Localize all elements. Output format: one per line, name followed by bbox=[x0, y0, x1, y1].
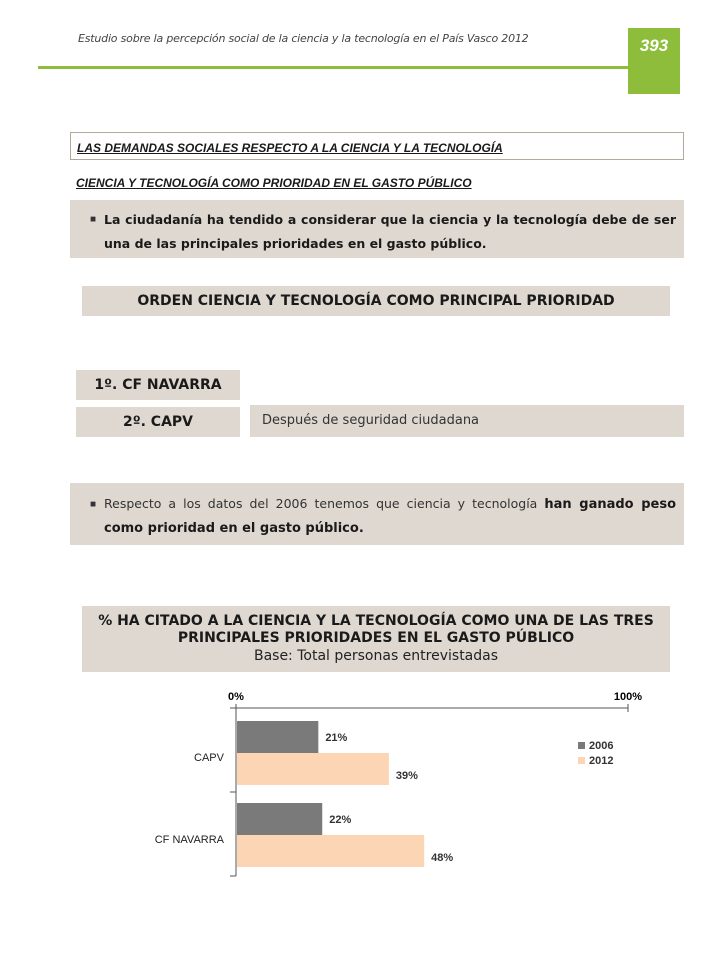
ranking-title: ORDEN CIENCIA Y TECNOLOGÍA COMO PRINCIPAL PRIORIDAD bbox=[82, 286, 670, 316]
bar-cf-navarra-2006 bbox=[237, 803, 322, 835]
legend-swatch bbox=[578, 742, 585, 749]
legend-label: 2006 bbox=[589, 740, 614, 752]
bar-value-label: 48% bbox=[431, 852, 454, 864]
legend-label: 2012 bbox=[589, 755, 614, 767]
legend-swatch bbox=[578, 757, 585, 764]
bar-value-label: 21% bbox=[325, 732, 348, 744]
bullet-text-1: La ciudadanía ha tendido a considerar que la ciencia y la tecnología debe de ser una de las principales prioridades en el gasto público. bbox=[104, 212, 676, 251]
ranking-second-note: Después de seguridad ciudadana bbox=[250, 405, 684, 437]
bar-capv-2012 bbox=[237, 753, 389, 785]
document-header-title: Estudio sobre la percepción social de la ciencia y la tecnología en el País Vasco 2012 bbox=[78, 32, 529, 45]
chart-title: % HA CITADO A LA CIENCIA Y LA TECNOLOGÍA COMO UNA DE LAS TRES PRINCIPALES PRIORIDADES EN EL GASTO PÚBLICO bbox=[98, 613, 654, 646]
bullet-marker: ■ bbox=[90, 499, 97, 510]
axis-label-max: 100% bbox=[613, 691, 643, 703]
bar-value-label: 39% bbox=[395, 770, 418, 782]
section-title: LAS DEMANDAS SOCIALES RESPECTO A LA CIENCIA Y LA TECNOLOGÍA bbox=[70, 132, 684, 160]
category-label: CAPV bbox=[194, 752, 224, 764]
bullet-text-2-light: Respecto a los datos del 2006 tenemos que ciencia y tecnología bbox=[104, 496, 545, 511]
ranking-first: 1º. CF NAVARRA bbox=[76, 370, 240, 400]
bar-cf-navarra-2012 bbox=[237, 835, 424, 867]
bullet-marker: ■ bbox=[90, 214, 97, 225]
category-label: CF NAVARRA bbox=[154, 834, 224, 846]
page-number: 393 bbox=[628, 28, 680, 94]
bullet-text-2-bold: han ganado peso como prioridad en el gasto público. bbox=[104, 497, 676, 536]
ranking-second: 2º. CAPV bbox=[76, 407, 240, 437]
chart-base-note: Base: Total personas entrevistadas bbox=[253, 648, 499, 664]
bar-value-label: 22% bbox=[329, 814, 352, 826]
axis-label-min: 0% bbox=[228, 691, 244, 703]
section-subtitle: CIENCIA Y TECNOLOGÍA COMO PRIORIDAD EN EL GASTO PÚBLICO bbox=[76, 176, 472, 190]
bar-capv-2006 bbox=[237, 721, 318, 753]
